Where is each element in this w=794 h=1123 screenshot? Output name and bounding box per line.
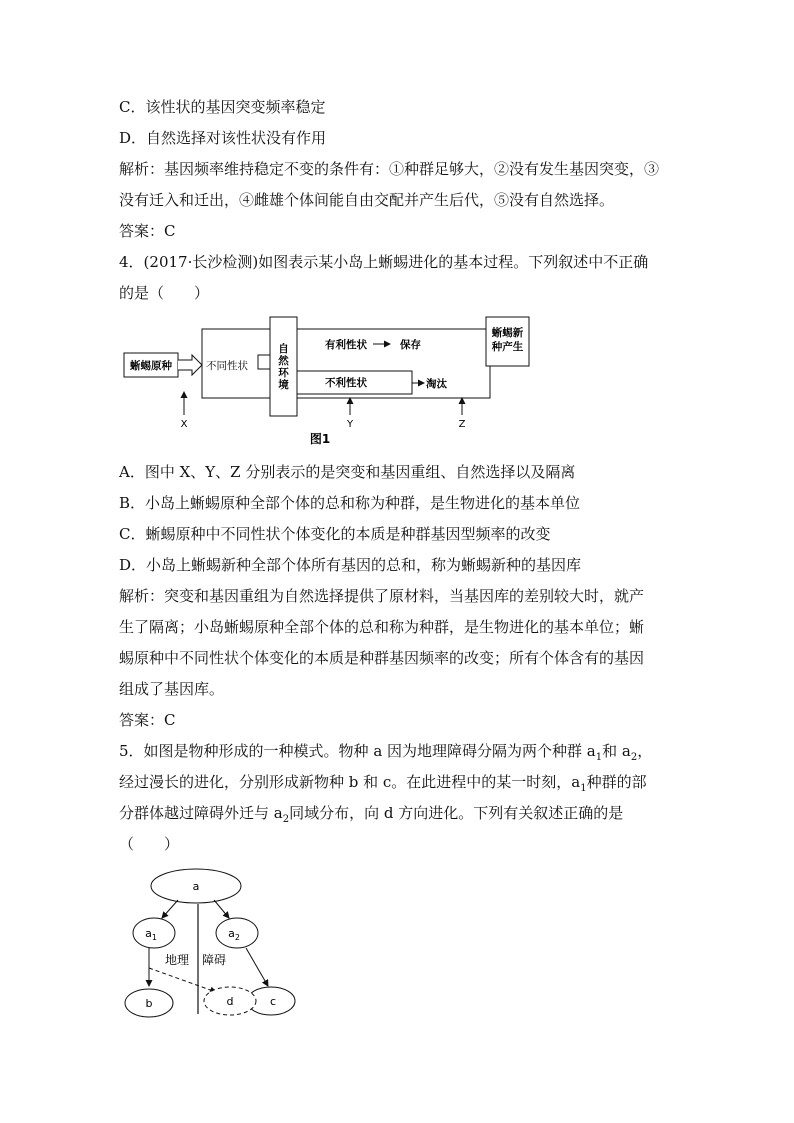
barrier-label-1: 地理	[165, 953, 190, 967]
env-char-4: 境	[278, 379, 289, 391]
question-5-line-1: 5．如图是物种形成的一种模式。物种 a 因为地理障碍分隔为两个种群 $a_1$和 $a_2$，	[119, 742, 653, 763]
favorable-label: 有利性状	[325, 339, 367, 351]
env-char-1: 自	[278, 343, 289, 355]
species-c-label: c	[269, 995, 277, 1008]
species-b-label: b	[145, 997, 153, 1010]
analysis-1: 解析：突变和基因重组为自然选择提供了原材料，当基因库的差别较大时，就产	[119, 587, 645, 605]
new-species-label-1: 蜥蜴新	[491, 327, 524, 339]
y-label: Y	[346, 419, 354, 430]
preserve-label: 保存	[400, 339, 421, 351]
z-label: Z	[458, 419, 466, 430]
figure-1-caption: 图1	[309, 432, 331, 446]
env-char-2: 然	[278, 355, 289, 367]
option-a: A．图中 X、Y、Z 分别表示的是突变和基因重组、自然选择以及隔离	[119, 463, 576, 481]
env-char-3: 环	[278, 367, 289, 379]
analysis-4: 组成了基因库。	[119, 680, 225, 698]
analysis-3: 蜴原种中不同性状个体变化的本质是种群基因频率的改变；所有个体含有的基因	[119, 649, 645, 667]
eliminate-label: 淘汰	[426, 378, 447, 390]
new-species-label-2: 种产生	[491, 341, 524, 353]
question-5-line-3: 分群体越过障碍外迁与 $a_2$同域分布，向 d 方向进化。下列有关叙述正确的是	[119, 804, 624, 825]
option-d-prev: D．自然选择对该性状没有作用	[119, 129, 327, 147]
figure-1-diagram	[120, 312, 540, 447]
question-5-line-2: 经过漫长的进化，分别形成新物种 b 和 c。在此进程中的某一时刻，$a_1$种群的部	[119, 773, 647, 794]
species-a-label: a	[192, 880, 200, 893]
figure-2-diagram	[118, 866, 308, 1022]
original-species-label: 蜥蜴原种	[130, 360, 172, 372]
analysis-2: 生了隔离；小岛蜥蜴原种全部个体的总和称为种群，是生物进化的基本单位；蜥	[119, 618, 645, 636]
x-label: X	[180, 419, 188, 430]
option-c-prev: C．该性状的基因突变频率稳定	[119, 98, 326, 116]
analysis-prev-2: 没有迁入和迁出，④雌雄个体间能自由交配并产生后代，⑤没有自然选择。	[119, 191, 615, 209]
analysis-prev-1: 解析：基因频率维持稳定不变的条件有：①种群足够大，②没有发生基因突变，③	[119, 160, 660, 178]
question-4-stem-2: 的是（ ）	[119, 284, 210, 302]
different-traits-label: 不同性状	[206, 360, 248, 372]
unfavorable-label: 不利性状	[325, 377, 367, 389]
species-d-label: d	[226, 995, 234, 1008]
barrier-label-2: 障碍	[202, 953, 227, 967]
question-4-stem: 4．(2017·长沙检测)如图表示某小岛上蜥蜴进化的基本过程。下列叙述中不正确	[119, 253, 649, 271]
svg-text:a1: $a_1$	[145, 927, 157, 942]
option-d: D．小岛上蜥蜴新种全部个体所有基因的总和，称为蜥蜴新种的基因库	[119, 556, 582, 574]
svg-text:a2: $a_2$	[228, 927, 240, 942]
answer-prev: 答案：C	[119, 222, 176, 240]
hollow-arrow	[178, 355, 202, 375]
option-c: C．蜥蜴原种中不同性状个体变化的本质是种群基因型频率的改变	[119, 525, 551, 543]
option-b: B．小岛上蜥蜴原种全部个体的总和称为种群，是生物进化的基本单位	[119, 494, 581, 512]
answer-4: 答案：C	[119, 711, 176, 729]
question-5-blank: （ ）	[119, 835, 180, 853]
